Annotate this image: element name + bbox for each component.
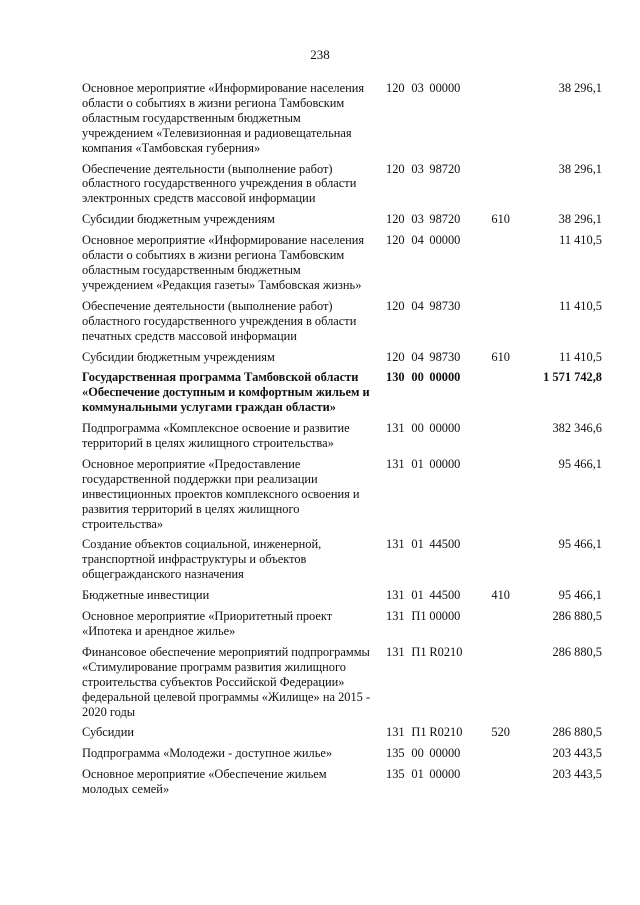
- program-code: 13: [386, 370, 399, 385]
- subprogram-code: 1: [398, 588, 405, 603]
- table-row: [82, 299, 602, 350]
- direction-code: 98720: [429, 161, 461, 176]
- table-row: [82, 421, 602, 457]
- table-row: [82, 645, 602, 726]
- subprogram-code: 0: [398, 161, 405, 176]
- program-code: 12: [386, 161, 399, 176]
- expense-type-code: [491, 81, 519, 162]
- direction-code: 98730: [429, 298, 461, 313]
- table-row: [82, 746, 602, 767]
- row-amount: 11 410,5: [559, 298, 602, 313]
- expense-type-code: [491, 370, 519, 421]
- subprogram-code: 0: [398, 298, 405, 313]
- direction-code: 98720: [429, 212, 461, 227]
- program-code: 12: [386, 212, 399, 227]
- row-amount: 95 466,1: [558, 588, 602, 603]
- row-amount: 11 410,5: [559, 349, 602, 364]
- direction-code: 00000: [429, 81, 461, 95]
- row-name: Обеспечение деятельности (выполнение работ) областного государственного учреждения в области печатных средств массовой информации: [82, 298, 357, 343]
- row-name: Субсидии бюджетным учреждениям: [82, 212, 275, 227]
- subprogram-code: 1: [398, 644, 405, 659]
- row-name: Субсидии бюджетным учреждениям: [82, 349, 275, 364]
- row-amount: 95 466,1: [558, 456, 602, 471]
- row-amount: 95 466,1: [558, 537, 602, 552]
- table-row: [82, 370, 602, 421]
- direction-code: 00000: [429, 233, 461, 248]
- direction-code: 00000: [429, 609, 461, 624]
- direction-code: 00000: [429, 370, 461, 385]
- program-code: 13: [386, 767, 399, 782]
- subprogram-code: 0: [398, 233, 405, 248]
- expense-type-code: [491, 746, 519, 767]
- direction-code: 44500: [429, 537, 461, 552]
- program-code: 12: [386, 81, 399, 95]
- row-name: Основное мероприятие «Информирование населения области о событиях в жизни региона Тамбовским областным государственным бюджетным учреждением «Редакция газеты» Тамбовская жизнь»: [82, 233, 365, 292]
- program-code: 13: [386, 456, 399, 471]
- table-row: [82, 609, 602, 645]
- table-row: [82, 588, 602, 609]
- program-code: 13: [386, 609, 399, 624]
- table-row: [82, 162, 602, 213]
- event-code: 04: [411, 233, 424, 248]
- expense-type-code: 520: [491, 725, 510, 740]
- event-code: 00: [411, 421, 424, 436]
- row-name: Обеспечение деятельности (выполнение работ) областного государственного учреждения в области электронных средств массовой информации: [82, 161, 357, 206]
- row-amount: 286 880,5: [552, 725, 602, 740]
- table-row: [82, 725, 602, 746]
- table-row: [82, 212, 602, 233]
- row-name: Основное мероприятие «Предоставление государственной поддержки при реализации инвестиционных проектов комплексного освоения и развития территорий в целях жилищного строительства»: [82, 456, 360, 531]
- row-amount: 38 296,1: [558, 161, 602, 176]
- page-number: 238: [310, 47, 330, 62]
- event-code: П1: [411, 644, 427, 659]
- expense-type-code: [491, 609, 519, 645]
- direction-code: 00000: [429, 421, 461, 436]
- direction-code: 98730: [429, 349, 461, 364]
- program-code: 12: [386, 233, 399, 248]
- row-name: Бюджетные инвестиции: [82, 588, 210, 603]
- row-name: Основное мероприятие «Информирование населения области о событиях в жизни региона Тамбовским областным государственным бюджетным учреждением «Телевизионная и радиовещательная компания «Тамбовская губерния»: [82, 81, 365, 155]
- budget-table: [82, 81, 602, 803]
- row-amount: 286 880,5: [552, 609, 602, 624]
- program-code: 13: [386, 746, 399, 761]
- row-amount: 203 443,5: [552, 746, 602, 761]
- expense-type-code: 610: [491, 349, 510, 364]
- subprogram-code: 1: [398, 609, 405, 624]
- event-code: 01: [411, 456, 424, 471]
- event-code: П1: [411, 609, 427, 624]
- event-code: 04: [411, 298, 424, 313]
- expense-type-code: [491, 299, 519, 350]
- row-name: Создание объектов социальной, инженерной, транспортной инфраструктуры и объектов общегражданского назначения: [82, 537, 322, 582]
- table-row: [82, 233, 602, 299]
- direction-code: R0210: [429, 644, 463, 659]
- program-code: 13: [386, 644, 399, 659]
- event-code: 03: [411, 81, 424, 95]
- expense-type-code: [491, 457, 519, 538]
- table-row: [82, 537, 602, 588]
- event-code: 04: [411, 349, 424, 364]
- row-amount: 203 443,5: [552, 767, 602, 782]
- program-code: 13: [386, 537, 399, 552]
- table-row: [82, 767, 602, 803]
- direction-code: R0210: [429, 725, 463, 740]
- row-name: Государственная программа Тамбовской области «Обеспечение доступным и комфортным жильем и коммунальными услугами граждан области»: [82, 370, 370, 415]
- row-name: Субсидии: [82, 725, 134, 740]
- expense-type-code: 410: [491, 588, 510, 603]
- subprogram-code: 1: [398, 421, 405, 436]
- subprogram-code: 5: [398, 767, 405, 782]
- expense-type-code: [491, 767, 519, 803]
- row-amount: 38 296,1: [558, 81, 602, 95]
- event-code: 01: [411, 588, 424, 603]
- row-name: Основное мероприятие «Приоритетный проект «Ипотека и арендное жилье»: [82, 609, 333, 638]
- row-amount: 286 880,5: [552, 644, 602, 659]
- event-code: 01: [411, 537, 424, 552]
- event-code: 03: [411, 212, 424, 227]
- direction-code: 00000: [429, 456, 461, 471]
- event-code: 01: [411, 767, 424, 782]
- subprogram-code: 0: [398, 370, 405, 385]
- expense-type-code: [491, 421, 519, 457]
- event-code: 00: [411, 746, 424, 761]
- row-name: Финансовое обеспечение мероприятий подпрограммы «Стимулирование программ развития жилищного строительства субъектов Российской Федерации» федеральной целевой программы «Жилище» на 2015 - 2020 годы: [82, 644, 371, 719]
- direction-code: 00000: [429, 746, 461, 761]
- table-row: [82, 81, 602, 162]
- row-amount: 38 296,1: [558, 212, 602, 227]
- program-code: 12: [386, 349, 399, 364]
- row-amount: 11 410,5: [559, 233, 602, 248]
- subprogram-code: 0: [398, 81, 405, 95]
- event-code: 00: [411, 370, 424, 385]
- direction-code: 44500: [429, 588, 461, 603]
- subprogram-code: 1: [398, 725, 405, 740]
- expense-type-code: [491, 162, 519, 213]
- expense-type-code: 610: [491, 212, 510, 227]
- expense-type-code: [491, 537, 519, 588]
- event-code: П1: [411, 725, 427, 740]
- event-code: 03: [411, 161, 424, 176]
- program-code: 13: [386, 421, 399, 436]
- expense-type-code: [491, 233, 519, 299]
- row-name: Подпрограмма «Молодежи - доступное жилье»: [82, 746, 333, 761]
- program-code: 12: [386, 298, 399, 313]
- table-row: [82, 457, 602, 538]
- table-row: [82, 350, 602, 371]
- row-amount: 1 571 742,8: [543, 370, 602, 385]
- row-name: Подпрограмма «Комплексное освоение и развитие территорий в целях жилищного строительства»: [82, 421, 350, 451]
- subprogram-code: 1: [398, 456, 405, 471]
- subprogram-code: 0: [398, 212, 405, 227]
- row-name: Основное мероприятие «Обеспечение жильем молодых семей»: [82, 767, 327, 797]
- row-amount: 382 346,6: [552, 421, 602, 436]
- expense-type-code: [491, 645, 519, 726]
- direction-code: 00000: [429, 767, 461, 782]
- subprogram-code: 0: [398, 349, 405, 364]
- subprogram-code: 1: [398, 537, 405, 552]
- program-code: 13: [386, 725, 399, 740]
- program-code: 13: [386, 588, 399, 603]
- subprogram-code: 5: [398, 746, 405, 761]
